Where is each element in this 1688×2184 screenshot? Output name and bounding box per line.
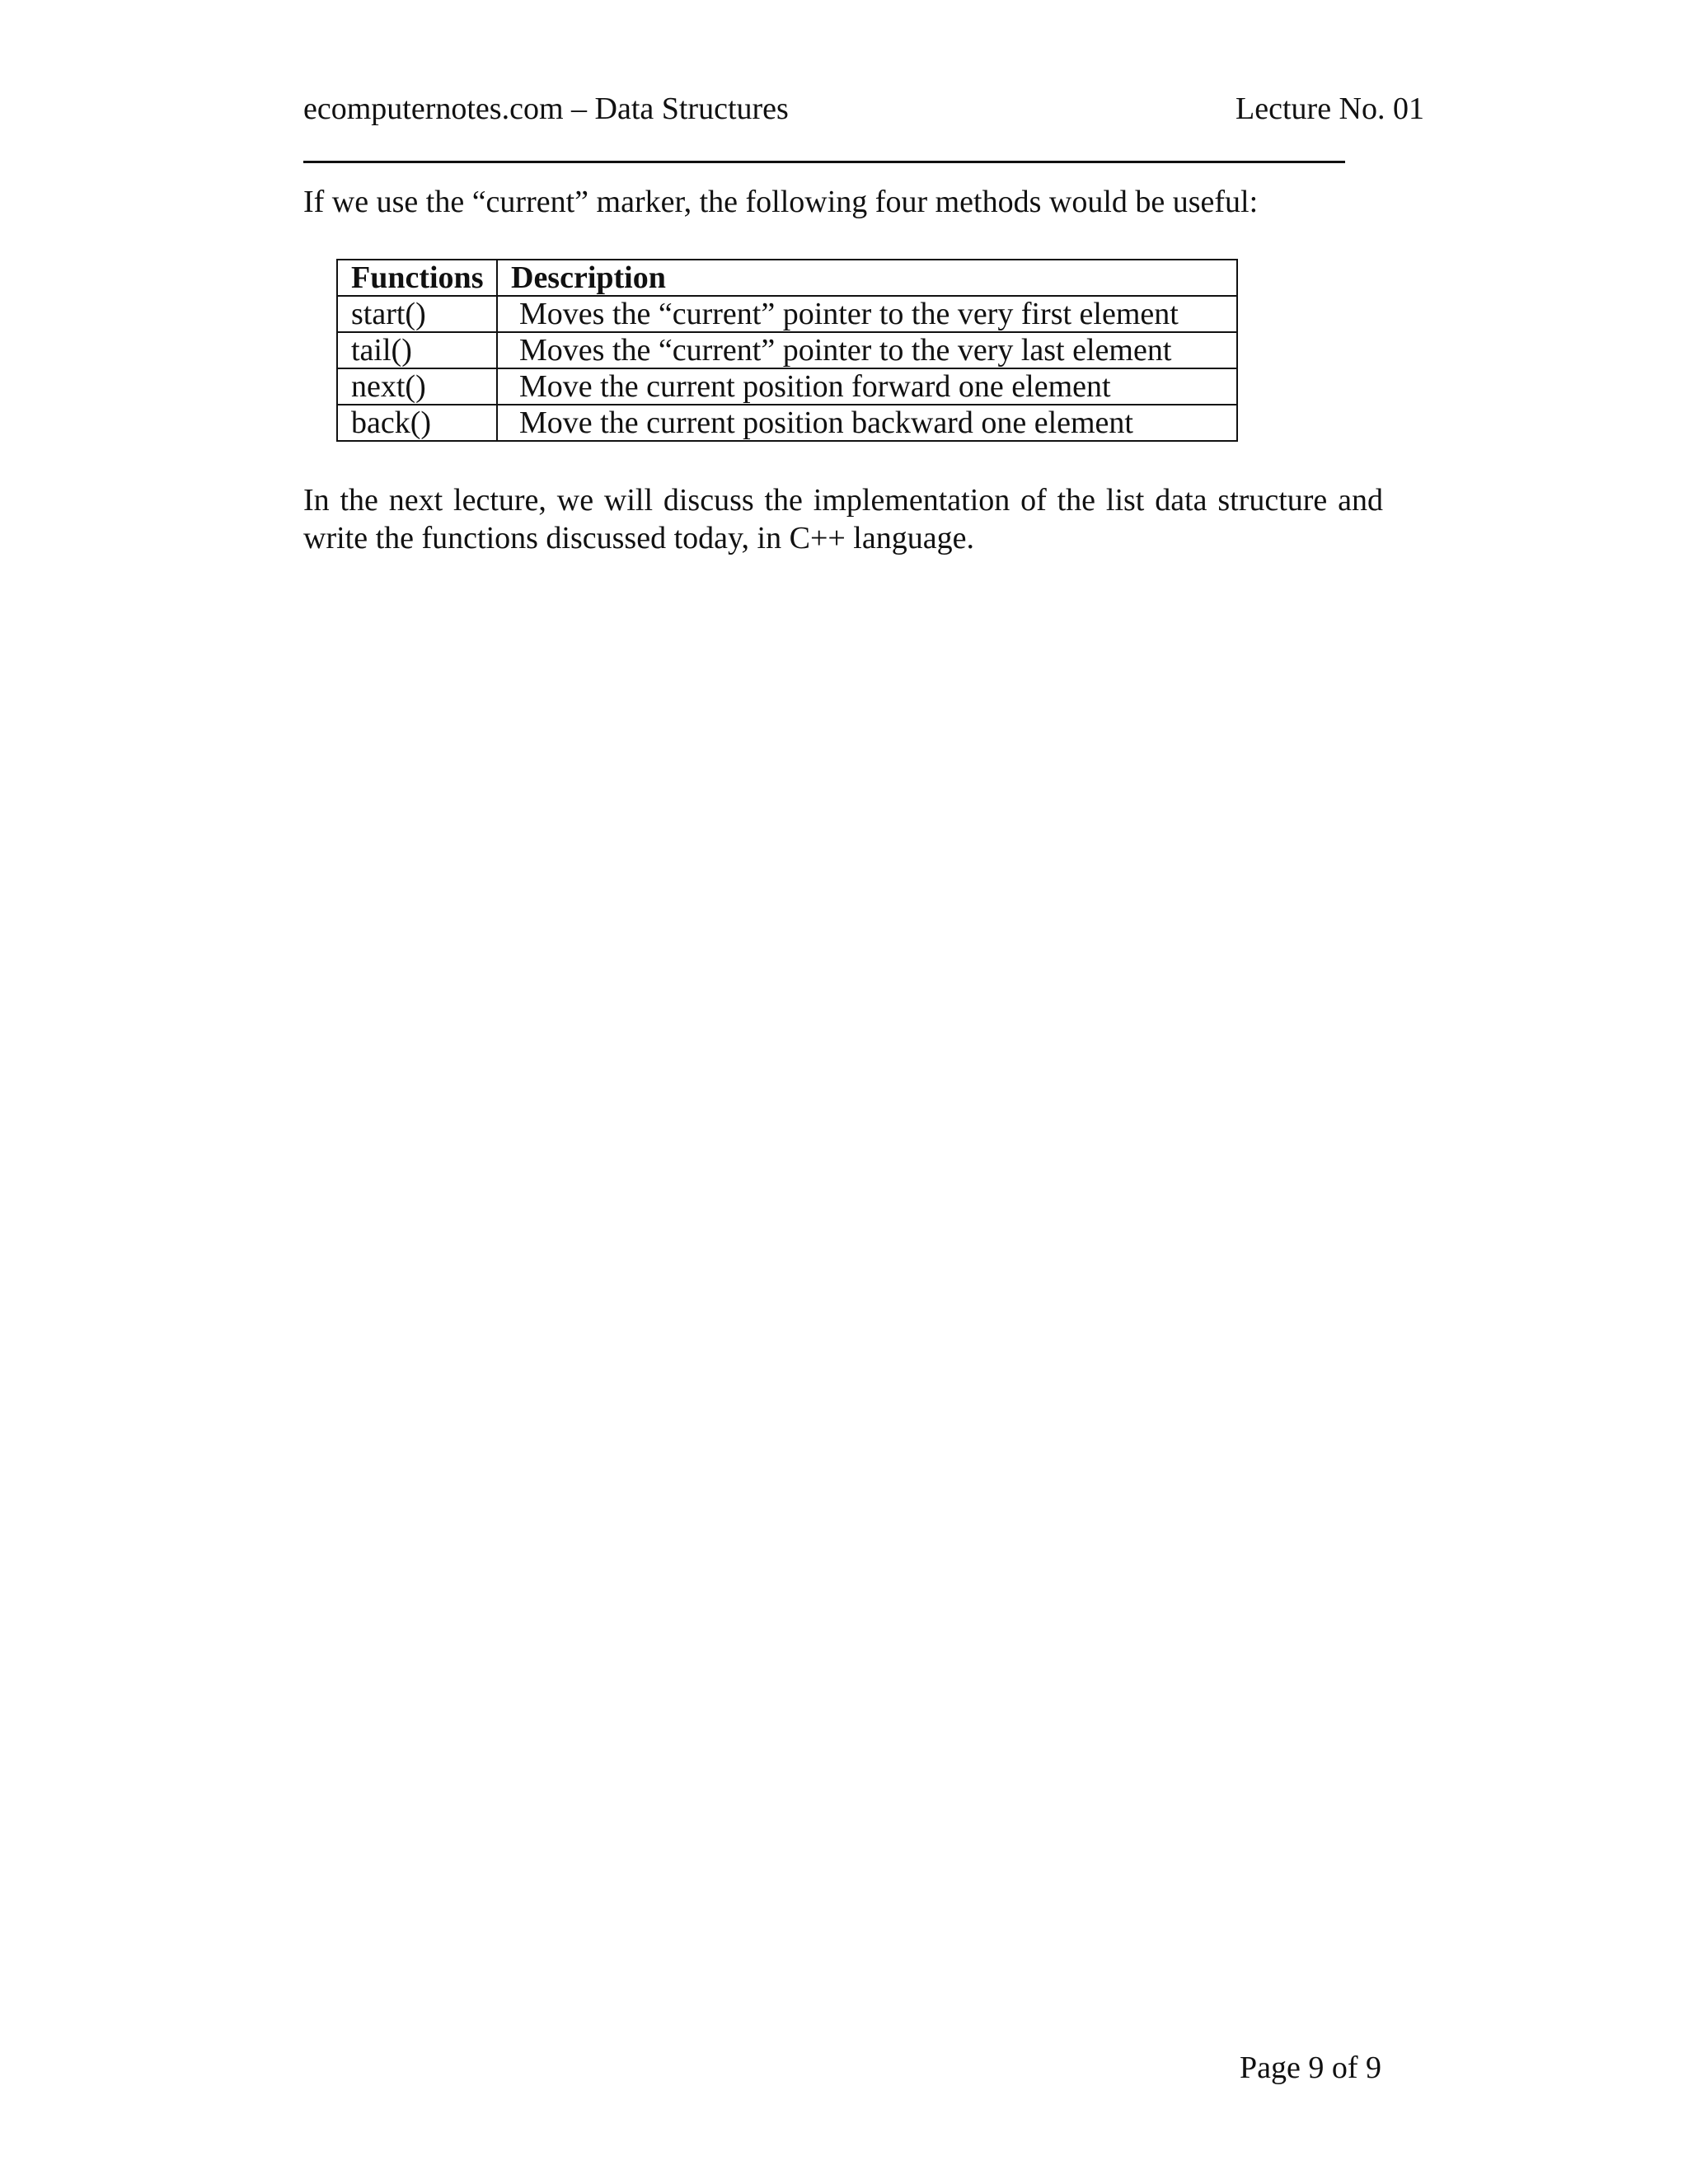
page-number: Page 9 of 9 bbox=[1239, 2050, 1381, 2085]
closing-paragraph: In the next lecture, we will discuss the implementation of the list data structure and write the functions discussed today, in C++ language. bbox=[303, 483, 1383, 555]
function-description: Moves the “current” pointer to the very first element bbox=[497, 296, 1237, 332]
functions-table bbox=[336, 259, 1238, 442]
function-description: Move the current position backward one element bbox=[497, 405, 1237, 441]
column-header-description: Description bbox=[497, 260, 1237, 296]
function-description: Moves the “current” pointer to the very last element bbox=[497, 332, 1237, 368]
function-name: next() bbox=[337, 368, 497, 405]
function-name: back() bbox=[337, 405, 497, 441]
header-title: ecomputernotes.com – Data Structures bbox=[303, 91, 789, 126]
table-row bbox=[337, 332, 1237, 368]
table-row bbox=[337, 368, 1237, 405]
function-name: start() bbox=[337, 296, 497, 332]
intro-paragraph: If we use the “current” marker, the following four methods would be useful: bbox=[303, 185, 1259, 219]
function-name: tail() bbox=[337, 332, 497, 368]
lecture-number: Lecture No. 01 bbox=[1236, 91, 1424, 126]
table-row bbox=[337, 405, 1237, 441]
header-divider bbox=[303, 161, 1345, 163]
table-header-row bbox=[337, 260, 1237, 296]
column-header-functions: Functions bbox=[337, 260, 497, 296]
table-row bbox=[337, 296, 1237, 332]
function-description: Move the current position forward one element bbox=[497, 368, 1237, 405]
